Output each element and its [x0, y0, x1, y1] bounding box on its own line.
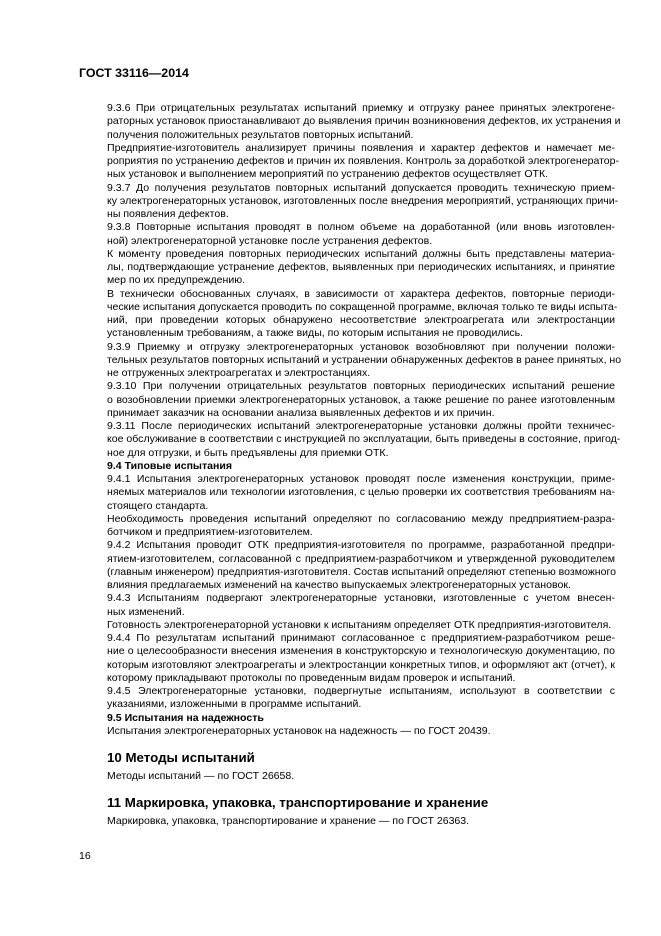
text-line: ной) электрогенераторной установке после устранения дефектов. [107, 234, 433, 247]
document-body [79, 102, 622, 829]
text-line: (главным инженером) предприятия-изготовителя. Состав испытаний определяют степенью возможного [107, 565, 616, 578]
text-line: 9.4.2 Испытания проводит ОТК предприятия-изготовителя по программе, разработанной предпри- [107, 539, 615, 552]
text-line: 10 Методы испытаний [107, 750, 255, 765]
text-line: 9.3.7 До получения результатов повторных испытаний допускается проводить техническую прием- [107, 181, 615, 194]
text-line: о возобновлении приемки электрогенераторных установок, а также решение по ранее изготовленным [107, 393, 615, 406]
text-line: роприятия по устранению дефектов и причин их появления. Контроль за доработкой электрогенератор- [107, 155, 620, 167]
paragraph [79, 221, 615, 248]
text-line: ние о целесообразности внесения изменения в конструкторскую и технологическую документацию, по [107, 645, 615, 658]
text-line: В технически обоснованных случаях, в зависимости от характера дефектов, повторные периоди- [107, 287, 615, 300]
text-line: принимает заказчик на основании анализа выявленных дефектов и их причин. [107, 406, 495, 419]
paragraph [79, 592, 615, 619]
text-line: ятием-изготовителем, согласованной с предприятием-разработчиком и утвержденной руководителем [107, 552, 615, 565]
text-line: Необходимость проведения испытаний определяют по согласованию между предприятием-разра- [107, 512, 615, 525]
paragraph [79, 513, 615, 540]
text-line: 9.3.8 Повторные испытания проводят в полном объеме на доработанной (или вновь изготовлен- [107, 221, 615, 234]
running-header: ГОСТ 33116—2014 [79, 66, 189, 80]
text-line: К моменту проведения повторных периодических испытаний должны быть представлены материа- [107, 247, 615, 260]
text-line: ческие испытания допускается проводить по сокращенной программе, включая только те виды испыта- [107, 300, 618, 313]
text-line: ботчиком и предприятием-изготовителем. [107, 526, 313, 538]
section-heading [79, 460, 615, 473]
text-line: указаниями, изложенными в программе испытаний. [107, 698, 362, 711]
text-line: кое обслуживание в соответствии с инструкцией по эксплуатации, быть приведены в состояние, пригод- [107, 433, 621, 446]
text-line: получения положительных результатов повторных испытаний. [107, 128, 414, 141]
text-line: ных установок и выполнением мероприятий по устранению дефектов осуществляет ОТК. [107, 168, 549, 181]
section-heading [79, 795, 615, 811]
text-line: которым изготовляют электроагрегаты и электростанции конкретных типов, и оформляют акт (отчет), к [107, 658, 615, 671]
paragraph [79, 380, 615, 420]
paragraph [79, 685, 615, 712]
section-heading [79, 750, 615, 766]
paragraph [79, 340, 622, 381]
paragraph [79, 539, 615, 592]
text-line: которому прикладывают протоколы по проведенным видам проверок и испытаний. [107, 671, 516, 684]
text-line: ний, при проведении которых обнаружено несоответствие электроагрегата или электростанции [107, 314, 615, 326]
text-line: 9.3.11 После периодических испытаний электрогенераторные установки должны пройти техничес- [107, 420, 615, 432]
text-line: няемых материалов или технологии изготовления, с целью проверки их соответствия требованиям на- [107, 486, 615, 499]
text-line: влияния предлагаемых изменений на качество выпускаемых электрогенераторных установок. [107, 579, 571, 591]
text-line: 9.4.5 Электрогенераторные установки, подвергнутые испытаниям, используют в соответствии с [107, 685, 615, 697]
text-line: мер по их предупреждению. [107, 274, 246, 287]
text-line: ны появления дефектов. [107, 208, 229, 220]
text-line: тельных результатов повторных испытаний и устранении обнаруженных дефектов в ранее принятых, но [107, 353, 622, 366]
text-line: 9.4.4 По результатам испытаний принимают согласованное с предприятием-разработчиком реше- [107, 632, 615, 644]
text-line: 9.4 Типовые испытания [107, 459, 232, 472]
text-line: Маркировка, упаковка, транспортирование и хранение — по ГОСТ 26363. [107, 815, 470, 828]
paragraph [79, 619, 615, 632]
text-line: ных изменений. [107, 605, 185, 618]
text-line: Испытания электрогенераторных установок на надежность — по ГОСТ 20439. [107, 724, 491, 737]
paragraph [79, 181, 619, 222]
paragraph [79, 248, 615, 288]
text-line: Готовность электрогенераторной установки к испытаниям определяет ОТК предприятия-изготовителя. [107, 618, 612, 631]
text-line: 11 Маркировка, упаковка, транспортирование и хранение [107, 795, 489, 811]
section-heading [79, 712, 615, 725]
paragraph [79, 102, 621, 142]
text-line: 9.3.6 При отрицательных результатах испытаний приемку и отгрузку ранее принятых электрогене- [107, 102, 615, 114]
paragraph [79, 473, 615, 513]
text-line: лы, подтверждающие устранение дефектов, выявленных при периодических испытаниях, и принятие [107, 261, 615, 273]
page-number: 16 [79, 850, 91, 862]
paragraph [79, 725, 615, 738]
paragraph [79, 632, 615, 685]
text-line: стоящего стандарта. [107, 499, 209, 512]
text-line: 9.4.3 Испытаниям подвергают электрогенераторные установки, изготовленные с учетом внесен- [107, 592, 615, 605]
paragraph [79, 287, 618, 341]
paragraph [79, 141, 620, 182]
text-line: раторных установок приостанавливают до выявления причин возникновения дефектов, их устранения и [107, 115, 621, 128]
text-line: 9.3.10 При получении отрицательных результатов повторных периодических испытаний решение [107, 380, 615, 393]
paragraph [79, 770, 615, 783]
text-line: ное для отгрузки, и быть предъявлены для приемки ОТК. [107, 446, 389, 459]
text-line: Предприятие-изготовитель анализирует причины появления и характер дефектов и намечает ме- [107, 141, 615, 154]
text-line: 9.5 Испытания на надежность [107, 711, 264, 724]
text-line: установленным требованиям, а также виды, по которым испытания не проводились. [107, 327, 524, 340]
paragraph [79, 420, 621, 460]
paragraph [79, 815, 615, 828]
text-line: 9.3.9 Приемку и отгрузку электрогенераторных установок возобновляют при получении положи- [107, 340, 615, 353]
text-line: не отгруженных электроагрегатах и электростанциях. [107, 367, 371, 379]
text-line: Методы испытаний — по ГОСТ 26658. [107, 770, 295, 782]
text-line: ку электрогенераторных установок, изготовленных после внедрения мероприятий, устраняющих причи- [107, 194, 619, 207]
text-line: 9.4.1 Испытания электрогенераторных установок проводят после изменения конструкции, приме- [107, 473, 615, 485]
